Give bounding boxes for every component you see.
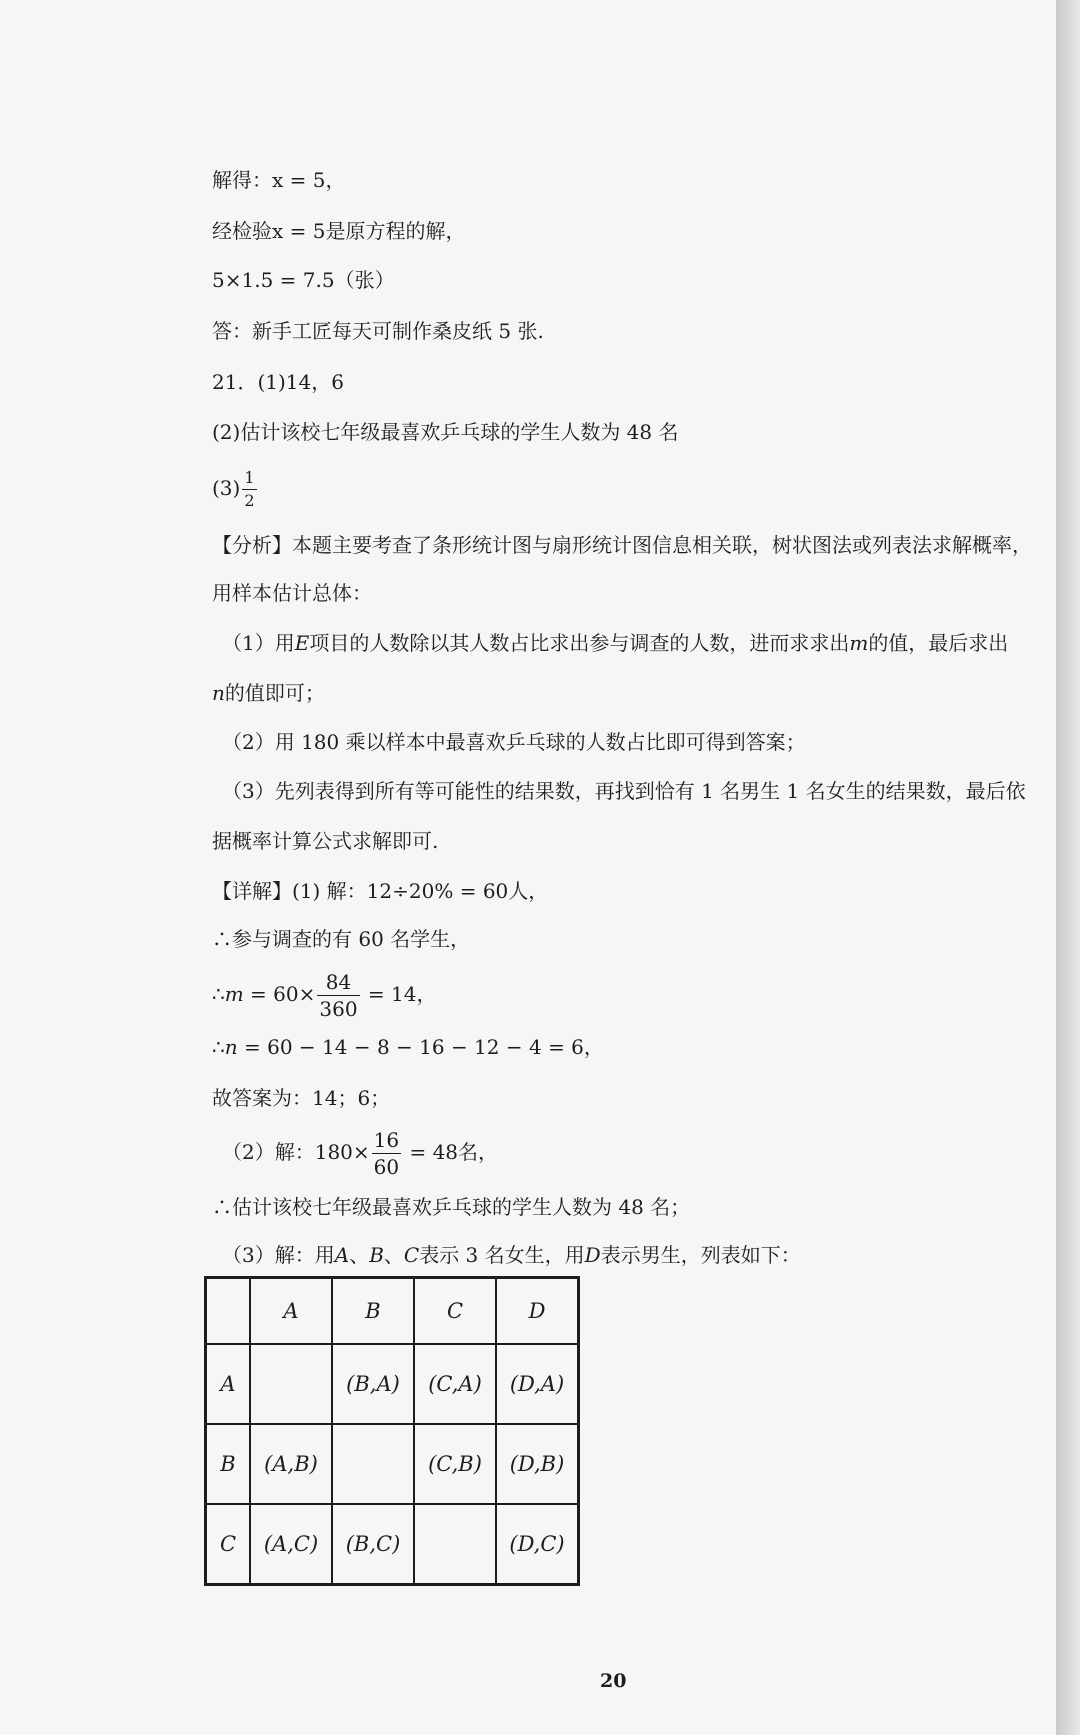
calculation-line: 5×1.5 = 7.5（张）	[212, 268, 395, 292]
table-cell: (B,A)	[332, 1344, 414, 1424]
outcome-table	[204, 1276, 580, 1586]
detail-line-2: ∴参与调查的有 60 名学生，	[212, 927, 471, 951]
answer-3-fraction	[242, 470, 256, 509]
text-segment: 表示男生，列表如下：	[600, 1243, 801, 1267]
detail-line-1: 【详解】(1) 解：12÷20% = 60人，	[212, 879, 549, 903]
verification-line: 经检验x = 5是原方程的解，	[212, 219, 466, 243]
table-row	[206, 1344, 579, 1424]
detail-line-m	[212, 972, 437, 1019]
table-cell: (A,B)	[250, 1424, 332, 1504]
table-row	[206, 1424, 579, 1504]
therefore-symbol: ∴	[212, 982, 225, 1006]
outcome-table-container	[204, 1276, 580, 1586]
variable-b: B	[369, 1243, 384, 1267]
fraction-denominator: 60	[373, 1155, 400, 1179]
table-cell: (C,A)	[414, 1344, 496, 1424]
page-number: 20	[600, 1670, 627, 1692]
therefore-symbol: ∴	[212, 1035, 225, 1059]
analysis-step-1-cont	[212, 679, 325, 707]
detail-answer-1: 故答案为：14；6；	[212, 1086, 391, 1110]
table-header-cell: B	[332, 1278, 414, 1345]
table-header-cell: C	[414, 1278, 496, 1345]
table-cell	[332, 1424, 414, 1504]
page-edge-shadow	[1056, 0, 1080, 1735]
fraction-16-60	[372, 1130, 401, 1177]
text-segment: 、	[383, 1243, 404, 1267]
analysis-line-1: 【分析】本题主要考查了条形统计图与扇形统计图信息相关联，树状图法或列表法求解概率，	[212, 533, 1032, 557]
text-segment: 、	[349, 1243, 370, 1267]
table-cell: (D,A)	[496, 1344, 579, 1424]
solution-line: 解得：x = 5，	[212, 168, 346, 192]
table-cell: (A,C)	[250, 1504, 332, 1585]
variable-e: E	[294, 631, 310, 655]
fraction-84-360	[317, 972, 359, 1019]
text-segment: 项目的人数除以其人数占比求出参与调查的人数，进而求求出	[309, 631, 850, 655]
question-21-answer-3	[212, 470, 259, 509]
detail-answer-2: ∴估计该校七年级最喜欢乒乓球的学生人数为 48 名；	[212, 1195, 691, 1219]
analysis-step-3-cont: 据概率计算公式求解即可.	[212, 829, 439, 853]
fraction-numerator: 1	[242, 470, 256, 490]
answer-line: 答：新手工匠每天可制作桑皮纸 5 张.	[212, 319, 544, 343]
fraction-denominator: 360	[319, 997, 358, 1021]
fraction-numerator: 16	[373, 1128, 400, 1152]
table-cell: (B,C)	[332, 1504, 414, 1585]
variable-a: A	[334, 1243, 350, 1267]
table-cell: (D,C)	[496, 1504, 579, 1585]
text-segment: （3）解：用	[222, 1243, 335, 1267]
fraction-denominator: 2	[244, 491, 255, 510]
detail-line-2-solution	[222, 1130, 498, 1177]
variable-n: n	[212, 681, 225, 705]
analysis-step-3: （3）先列表得到所有等可能性的结果数，再找到恰有 1 名男生 1 名女生的结果数，最后依	[222, 779, 1026, 803]
text-segment: （1）用	[222, 631, 295, 655]
table-cell	[250, 1344, 332, 1424]
table-row-header: B	[206, 1424, 251, 1504]
text-segment: 表示 3 名女生，用	[419, 1243, 585, 1267]
table-row-header: C	[206, 1504, 251, 1585]
table-header-cell: D	[496, 1278, 579, 1345]
text-segment: 的值即可；	[224, 681, 325, 705]
variable-c: C	[403, 1243, 420, 1267]
analysis-step-1	[222, 629, 1008, 657]
text-segment: （2）解：180×	[222, 1140, 370, 1164]
table-cell	[414, 1504, 496, 1585]
table-cell	[206, 1278, 251, 1345]
table-row	[206, 1504, 579, 1585]
table-header-cell: A	[250, 1278, 332, 1345]
text-segment: = 48名，	[403, 1140, 499, 1164]
detail-line-3-solution	[222, 1241, 801, 1269]
question-21-answer-1: 21．(1)14，6	[212, 370, 344, 394]
analysis-step-2: （2）用 180 乘以样本中最喜欢乒乓球的人数占比即可得到答案；	[222, 730, 806, 754]
text-segment: = 60 − 14 − 8 − 16 − 12 − 4 = 6，	[237, 1035, 604, 1059]
text-segment: 的值，最后求出	[868, 631, 1009, 655]
table-row-header: A	[206, 1344, 251, 1424]
table-header-row	[206, 1278, 579, 1345]
text-segment: = 14，	[361, 982, 437, 1006]
answer-3-prefix: (3)	[212, 476, 241, 500]
variable-m: m	[224, 982, 244, 1006]
table-cell: (D,B)	[496, 1424, 579, 1504]
text-segment: = 60×	[243, 982, 316, 1006]
table-cell: (C,B)	[414, 1424, 496, 1504]
variable-m: m	[849, 631, 869, 655]
variable-d: D	[584, 1243, 601, 1267]
variable-n: n	[224, 1035, 238, 1059]
analysis-line-2: 用样本估计总体：	[212, 581, 372, 605]
fraction-numerator: 84	[317, 972, 359, 996]
detail-line-n	[212, 1033, 604, 1061]
question-21-answer-2: (2)估计该校七年级最喜欢乒乓球的学生人数为 48 名	[212, 420, 679, 444]
